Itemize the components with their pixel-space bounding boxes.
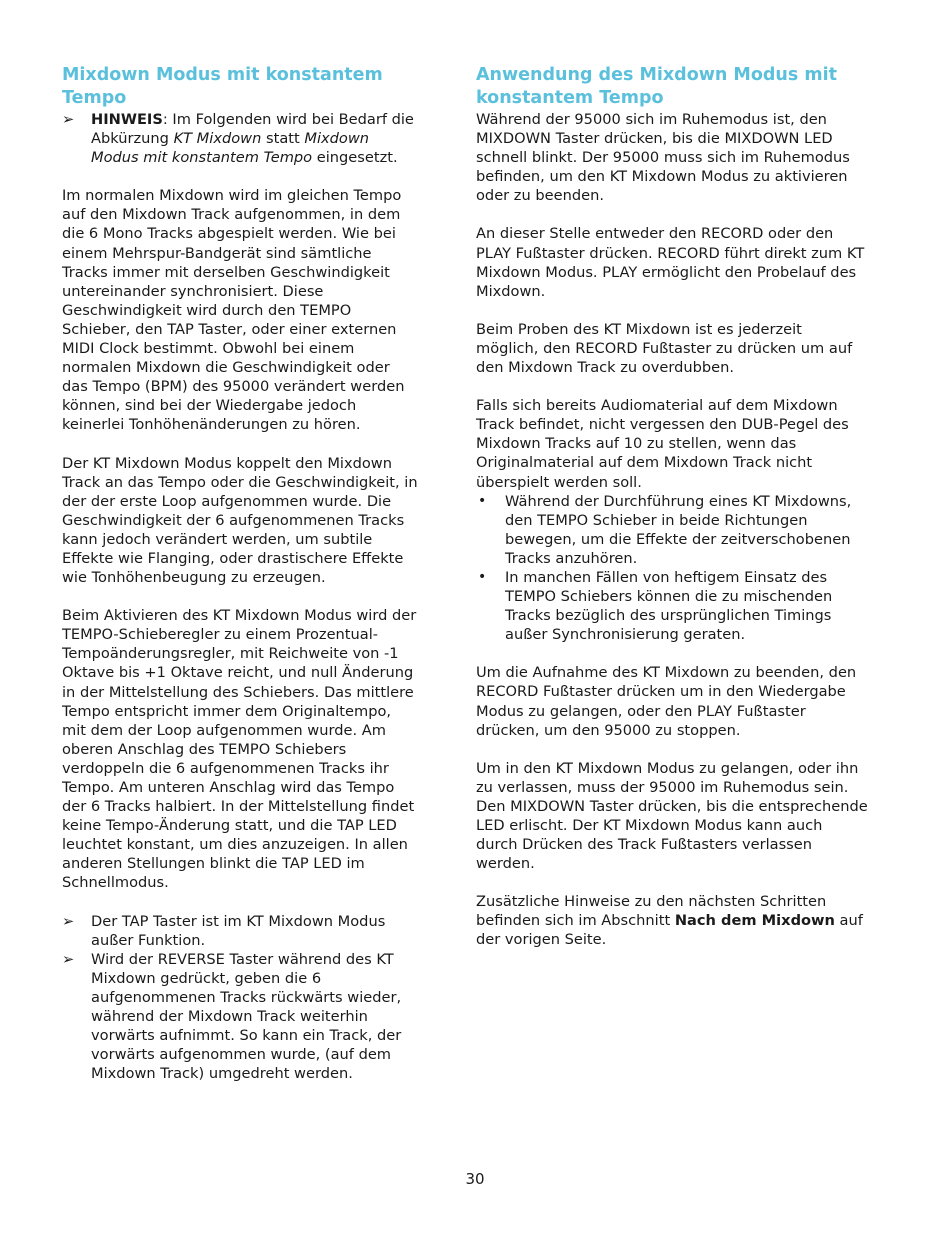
arrow-bullet-icon: ➢: [62, 950, 75, 968]
note-list: [62, 110, 418, 167]
bullet-list: [476, 492, 868, 645]
list-item-text: Während der Durchführung eines KT Mixdowns, den TEMPO Schieber in beide Richtungen bewegen, um die Effekte der zeitverschobenen Tracks anzuhören.: [505, 492, 852, 567]
dot-bullet-icon: •: [478, 568, 487, 585]
paragraph: Im normalen Mixdown wird im gleichen Tempo auf den Mixdown Track aufgenommen, in dem die 6 Mono Tracks abgespielt werden. Wie bei einem Mehrspur-Bandgerät sind sämtliche Tracks immer mit derselben Geschwindigkeit untereinander synchronisiert. Diese Geschwindigkeit wird durch den TEMPO Schieber, den TAP Taster, oder einer externen MIDI Clock bestimmt. Obwohl bei einem normalen Mixdown die Geschwindigkeit oder das Tempo (BPM) des 95000 verändert werden können, sind bei der Wiedergabe jedoch keinerlei Tonhöhenänderungen zu hören.: [62, 187, 405, 434]
paragraph: Beim Aktivieren des KT Mixdown Modus wird der TEMPO-Schieberegler zu einem Prozentual-Tempoänderungsregler, mit Reichweite von -1 Oktave bis +1 Oktave reicht, und null Änderung in der Mittelstellung des Schiebers. Das mittlere Tempo entspricht immer dem Originaltempo, mit dem der Loop aufgenommen wurde. Am oberen Anschlag des TEMPO Schiebers verdoppeln die 6 aufgenommenen Tracks ihr Tempo. Am unteren Anschlag wird das Tempo der 6 Tracks halbiert. In der Mittelstellung findet keine Tempo-Änderung statt, und die TAP LED leuchtet konstant, um dies anzuzeigen. In allen anderen Stellungen blinkt die TAP LED im Schnellmodus.: [62, 607, 417, 892]
note-text-2: statt: [261, 130, 305, 148]
note-item: [62, 110, 418, 167]
note-text-3: eingesetzt.: [312, 149, 398, 167]
list-item: [476, 568, 868, 644]
paragraph: Beim Proben des KT Mixdown ist es jederzeit möglich, den RECORD Fußtaster zu drücken um auf den Mixdown Track zu overdubben.: [476, 320, 853, 377]
dot-bullet-icon: •: [478, 492, 487, 509]
closing-text-1: Zusätzliche Hinweise zu den nächsten Schritten befinden sich im Abschnitt: [476, 893, 827, 930]
list-item: [62, 912, 418, 950]
paragraph: Der KT Mixdown Modus koppelt den Mixdown Track an das Tempo oder die Geschwindigkeit, in der der erste Loop aufgenommen wurde. Die Geschwindigkeit der 6 aufgenommenen Tracks kann jedoch verändert werden, um subtile Effekte wie Flanging, oder drastischere Effekte wie Tonhöhenbeugung zu erzeugen.: [62, 454, 418, 587]
arrow-list: [62, 912, 418, 1084]
paragraph: Um die Aufnahme des KT Mixdown zu beenden, den RECORD Fußtaster drücken um in den Wiedergabe Modus zu gelangen, oder den PLAY Fußtaster drücken, um den 95000 zu stoppen.: [476, 664, 857, 739]
list-item-text: In manchen Fällen von heftigem Einsatz des TEMPO Schiebers können die zu mischenden Tracks bezüglich des ursprünglichen Timings außer Synchronisierung geraten.: [505, 568, 833, 644]
section-heading-left: Mixdown Modus mit konstantem Tempo: [62, 65, 383, 108]
note-emphasis-1: KT Mixdown: [173, 130, 262, 148]
closing-paragraph: [476, 892, 868, 949]
page-number: 30: [465, 1170, 485, 1188]
note-text-1: : Im Folgenden wird bei Bedarf die Abkürzung: [91, 111, 414, 148]
list-item-text: Wird der REVERSE Taster während des KT Mixdown gedrückt, geben die 6 aufgenommenen Tracks rückwärts wieder, während der Mixdown Track weiterhin vorwärts aufnimmt. So kann ein Track, der vorwärts aufgenommen wurde, (auf dem Mixdown Track) umgedreht werden.: [91, 950, 402, 1083]
section-reference: Nach dem Mixdown: [674, 912, 835, 930]
list-item-text: Der TAP Taster ist im KT Mixdown Modus außer Funktion.: [91, 912, 386, 949]
right-column: [476, 64, 868, 969]
arrow-bullet-icon: ➢: [62, 912, 75, 930]
paragraph: Um in den KT Mixdown Modus zu gelangen, oder ihn zu verlassen, muss der 95000 im Ruhemodus sein. Den MIXDOWN Taster drücken, bis die entsprechende LED erlischt. Der KT Mixdown Modus kann auch durch Drücken des Track Fußtasters verlassen werden.: [476, 759, 868, 873]
paragraph: Falls sich bereits Audiomaterial auf dem Mixdown Track befindet, nicht vergessen den DUB-Pegel des Mixdown Tracks auf 10 zu stellen, wenn das Originalmaterial auf dem Mixdown Track nicht überspielt werden soll.: [476, 397, 849, 491]
closing-text-2: auf der vorigen Seite.: [476, 912, 863, 949]
section-heading-right: Anwendung des Mixdown Modus mit konstantem Tempo: [476, 65, 837, 108]
paragraph: An dieser Stelle entweder den RECORD oder den PLAY Fußtaster drücken. RECORD führt direkt zum KT Mixdown Modus. PLAY ermöglicht den Probelauf des Mixdown.: [476, 225, 865, 300]
arrow-bullet-icon: ➢: [62, 111, 75, 128]
note-label: HINWEIS: [91, 111, 163, 128]
paragraph: Während der 95000 sich im Ruhemodus ist, den MIXDOWN Taster drücken, bis die MIXDOWN LED schnell blinkt. Der 95000 muss sich im Ruhemodus befinden, um den KT Mixdown Modus zu aktivieren oder zu beenden.: [476, 111, 850, 205]
left-column: [62, 64, 418, 1102]
list-item: [62, 950, 418, 1084]
note-emphasis-2: Mixdown Modus mit konstantem Tempo: [91, 130, 370, 167]
list-item: [476, 492, 868, 568]
